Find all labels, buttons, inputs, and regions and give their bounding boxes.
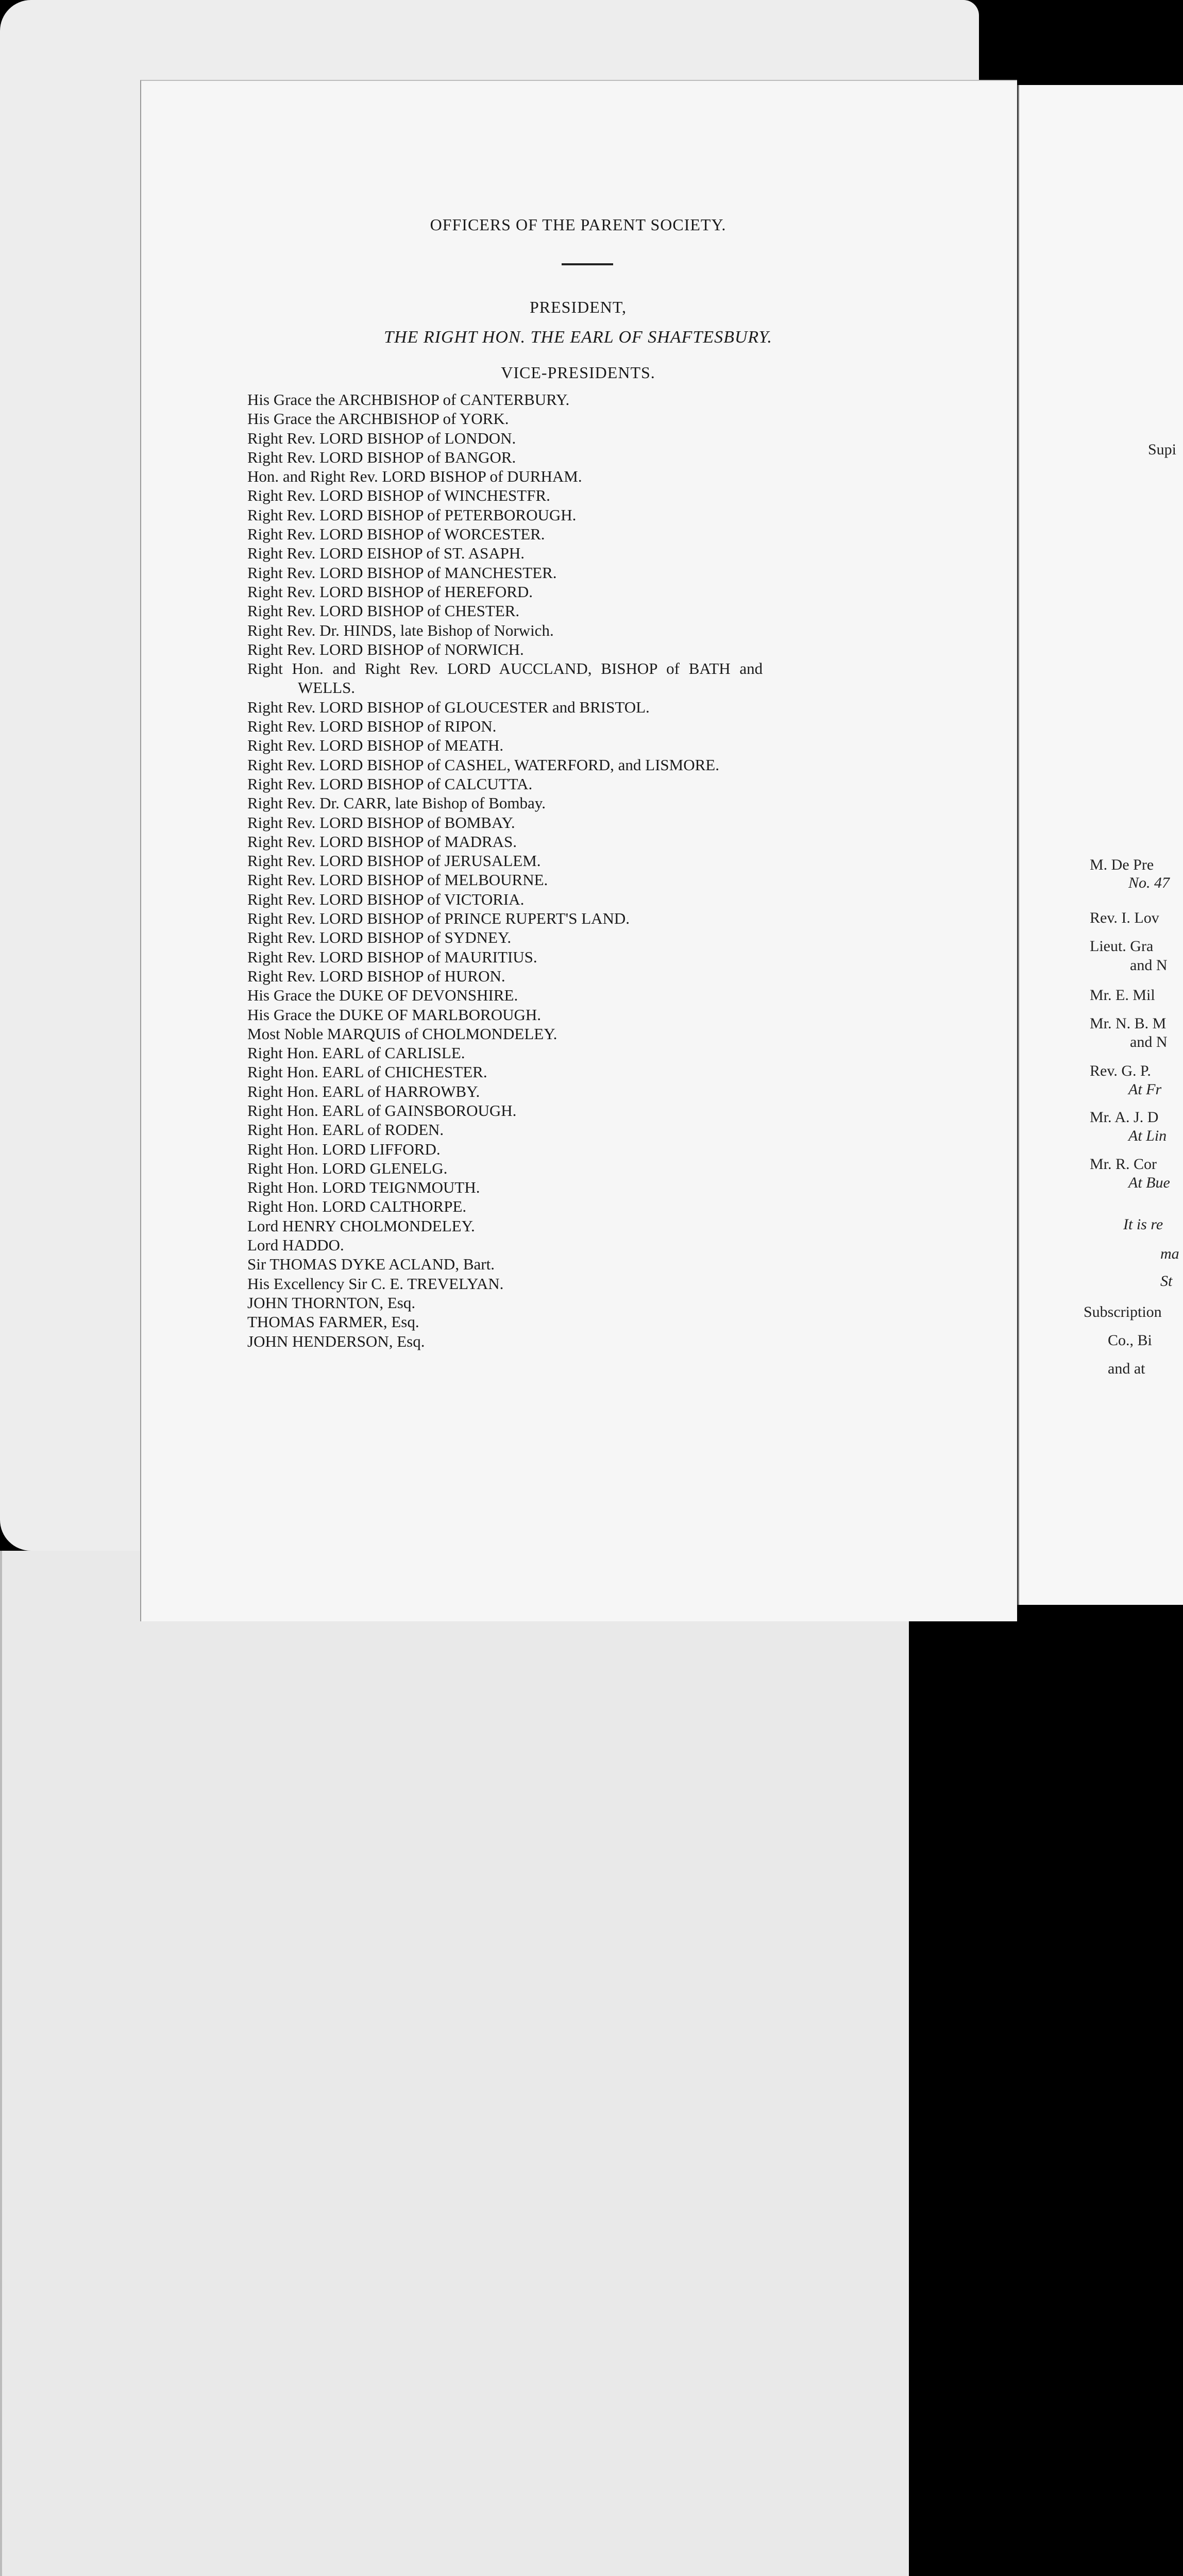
right-page-text: At Lin: [1128, 1127, 1167, 1144]
right-page-text: Mr. E. Mil: [1090, 987, 1155, 1004]
list-item: WELLS.: [298, 679, 356, 697]
list-item: Right Rev. LORD BISHOP of BANGOR.: [247, 448, 516, 466]
list-item: Right Rev. LORD BISHOP of HEREFORD.: [247, 582, 533, 601]
right-page-text: and N: [1130, 957, 1168, 974]
list-item: Right Rev. LORD BISHOP of CHESTER.: [247, 602, 520, 620]
title-rule: [562, 263, 613, 265]
list-item: Lord HENRY CHOLMONDELEY.: [247, 1216, 475, 1235]
list-item: Right Rev. LORD BISHOP of MAURITIUS.: [247, 947, 537, 966]
page-stack-edge: [0, 1551, 909, 2576]
list-item: Right Rev. LORD BISHOP of GLOUCESTER and BRISTOL.: [247, 698, 650, 716]
right-page-text: Mr. A. J. D: [1090, 1109, 1159, 1126]
list-item: Right Rev. LORD BISHOP of WORCESTER.: [247, 525, 545, 544]
list-item: His Excellency Sir C. E. TREVELYAN.: [247, 1274, 504, 1293]
list-item: Right Rev. LORD BISHOP of WINCHESTFR.: [247, 486, 550, 505]
list-item: Sir THOMAS DYKE ACLAND, Bart.: [247, 1255, 495, 1274]
list-item: Right Rev. LORD BISHOP of MELBOURNE.: [247, 871, 548, 889]
list-item: Right Hon. and Right Rev. LORD AUCCLAND, BISHOP of BATH and: [247, 659, 763, 678]
right-page-text: Rev. G. P.: [1090, 1062, 1151, 1079]
list-item: Right Hon. EARL of HARROWBY.: [247, 1082, 480, 1100]
list-item: JOHN HENDERSON, Esq.: [247, 1332, 425, 1350]
list-item: Right Rev. Dr. CARR, late Bishop of Bombay.: [247, 794, 546, 812]
list-item: His Grace the ARCHBISHOP of CANTERBURY.: [247, 391, 570, 409]
list-item: Right Hon. EARL of GAINSBOROUGH.: [247, 1101, 517, 1120]
president-heading: PRESIDENT,: [529, 298, 627, 316]
list-item: Right Rev. LORD BISHOP of NORWICH.: [247, 640, 524, 658]
vice-presidents-list: [247, 390, 927, 1351]
list-item: Right Hon. EARL of CHICHESTER.: [247, 1063, 487, 1081]
list-item: THOMAS FARMER, Esq.: [247, 1313, 419, 1331]
list-item: Right Rev. LORD BISHOP of MADRAS.: [247, 832, 517, 851]
list-item: Right Rev. LORD BISHOP of PRINCE RUPERT'S LAND.: [247, 909, 630, 928]
right-page-text: ma: [1160, 1245, 1179, 1262]
list-item: Right Rev. LORD BISHOP of HURON.: [247, 967, 505, 985]
list-item: Right Rev. LORD BISHOP of VICTORIA.: [247, 890, 525, 908]
list-item: Right Rev. LORD BISHOP of RIPON.: [247, 717, 497, 736]
list-item: Right Rev. Dr. HINDS, late Bishop of Norwich.: [247, 621, 554, 639]
list-item: Right Rev. LORD BISHOP of JERUSALEM.: [247, 852, 541, 870]
right-page-text: At Bue: [1128, 1174, 1170, 1191]
list-item: Right Rev. LORD BISHOP of PETERBOROUGH.: [247, 505, 577, 524]
list-item: Right Rev. LORD BISHOP of CALCUTTA.: [247, 774, 533, 793]
right-page-text: and N: [1130, 1033, 1168, 1050]
right-page-text: At Fr: [1128, 1081, 1162, 1098]
right-page-text: Mr. R. Cor: [1090, 1156, 1157, 1173]
list-item: Most Noble MARQUIS of CHOLMONDELEY.: [247, 1024, 557, 1043]
list-item: Right Rev. LORD BISHOP of LONDON.: [247, 429, 516, 447]
list-item: Right Rev. LORD BISHOP of MANCHESTER.: [247, 563, 557, 582]
list-item: Right Rev. LORD BISHOP of SYDNEY.: [247, 928, 512, 947]
list-item: Right Rev. LORD BISHOP of BOMBAY.: [247, 813, 515, 832]
right-page-text: Lieut. Gra: [1090, 938, 1154, 955]
list-item: JOHN THORNTON, Esq.: [247, 1293, 416, 1312]
right-page-text: It is re: [1123, 1216, 1163, 1233]
page-title: OFFICERS OF THE PARENT SOCIETY.: [430, 215, 726, 234]
list-item: Right Rev. LORD BISHOP of CASHEL, WATERFORD, and LISMORE.: [247, 755, 719, 774]
list-item: Right Rev. LORD BISHOP of MEATH.: [247, 736, 504, 755]
list-item: Right Hon. EARL of RODEN.: [247, 1121, 444, 1139]
right-page-text: Subscription: [1084, 1303, 1162, 1320]
list-item: Right Hon. EARL of CARLISLE.: [247, 1044, 465, 1062]
list-item: His Grace the DUKE OF MARLBOROUGH.: [247, 1005, 542, 1024]
right-page-text: Supi: [1148, 441, 1177, 458]
list-item: Lord HADDO.: [247, 1236, 344, 1255]
list-item: Right Hon. LORD GLENELG.: [247, 1159, 448, 1177]
right-page-text: No. 47: [1128, 874, 1170, 891]
right-page: [1018, 85, 1183, 1605]
right-page-text: M. De Pre: [1090, 856, 1154, 873]
list-item: Right Hon. LORD CALTHORPE.: [247, 1197, 467, 1216]
right-page-text: and at: [1108, 1360, 1145, 1377]
list-item: Right Hon. LORD LIFFORD.: [247, 1140, 441, 1158]
list-item: His Grace the DUKE OF DEVONSHIRE.: [247, 986, 518, 1005]
right-page-text: Mr. N. B. M: [1090, 1015, 1167, 1032]
president-name: THE RIGHT HON. THE EARL OF SHAFTESBURY.: [384, 328, 772, 347]
right-page-text: St: [1160, 1273, 1173, 1290]
list-item: His Grace the ARCHBISHOP of YORK.: [247, 410, 509, 428]
list-item: Hon. and Right Rev. LORD BISHOP of DURHAM.: [247, 467, 582, 486]
vice-presidents-heading: VICE-PRESIDENTS.: [501, 363, 655, 382]
right-page-text: Co., Bi: [1108, 1332, 1152, 1349]
list-item: Right Rev. LORD EISHOP of ST. ASAPH.: [247, 544, 525, 563]
list-item: Right Hon. LORD TEIGNMOUTH.: [247, 1178, 480, 1197]
right-page-text: Rev. I. Lov: [1090, 909, 1159, 926]
